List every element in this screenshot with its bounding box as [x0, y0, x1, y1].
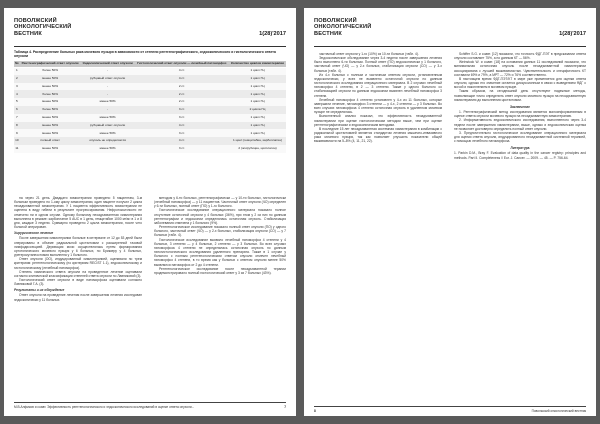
table-cell: 1 цикл ГЦ	[229, 90, 286, 98]
table-cell: 1 цикл ГЦ	[229, 122, 286, 130]
results-table	[14, 61, 286, 153]
table-cell: 1 цикл ГЦ	[229, 129, 286, 137]
table-header-cell: Эндоскопический ответ опухоли	[81, 61, 135, 67]
table-cell: менее 50%	[20, 98, 81, 106]
table-row	[14, 90, 286, 98]
table-cell: менее 50%	[20, 122, 81, 130]
table-cell: 1 цикл ГЦ	[229, 67, 286, 75]
journal-header	[14, 18, 286, 46]
table-cell: менее 50%	[81, 98, 135, 106]
table-header-cell: Количество циклов химиотерапии	[229, 61, 286, 67]
table-row	[14, 122, 286, 130]
table-row	[14, 75, 286, 83]
table-cell: рубцовый ответ опухоли	[81, 75, 135, 83]
paragraph: Степень химического ответа опухоли на проведенное лечение оценивали согласно клинической классификации степеней ответа опухоли по Лавниковой (3).	[14, 269, 142, 278]
table-cell: 9	[14, 129, 20, 137]
paragraph: После завершения химиотерапии больные в интервале от 12 до 53 дней были оперированы в объеме радикальной цистэктомии с расширенной тазовой лимфодиссекцией. Деривация мочи осуществлялась путем формирования ортотопического мочевого пузыря у 6 больных, по Бриккеру у 4 больных, уретерокутанеостомия выполнена у 1 больного.	[14, 236, 142, 258]
right-column-1	[314, 52, 442, 401]
section-heading: Заключение	[510, 104, 530, 109]
paragraph: 2. Информативность эндоскопического исследования, выполненного через 3-4 недели после завершения химиотерапии, выше, однако и эндоскопическая оценка не позволяет достоверно определить полный ответ опухоли.	[454, 118, 586, 131]
paragraph: Ответ опухоли на проведение лечения после завершения лечения исследован эндоскопически у 11 больных.	[14, 293, 142, 302]
table-caption: Таблица 4. Распределение больных рака мочевого пузыря в зависимости от степени рентгенографического, эндоскопического и гистологического ответа опухоли	[14, 50, 276, 59]
paragraph: Гистологическое исследование операционного материала показало полное отсутствие остаточной опухоли у 4 больных (36%), при этом у 2 из них по данным рентгенографии и эндоскопии определялась остаточная опухоль. Стабилизация заболевания отмечена у 1 больного (9%).	[154, 208, 286, 225]
section-heading: Хирургическое лечение	[14, 231, 54, 236]
paragraph: Ответ опухоли (ОО), индуцированный химиотерапией, оценивали по трем критериям: рентгенологическому (по критериям RECIST 1.1), эндоскопическому и гистологическому (лечебный патоморфоз).	[14, 257, 142, 270]
table-cell: 4 ст.	[135, 122, 229, 130]
table-cell: 2	[14, 75, 20, 83]
table-cell: -	[81, 106, 135, 114]
table-cell: 7	[14, 114, 20, 122]
table-cell: более 50%	[20, 67, 81, 75]
table-cell: 3	[14, 83, 20, 91]
table-cell: более 50%	[20, 90, 81, 98]
table-cell: опухоль не определяется	[81, 137, 135, 145]
table-header-cell: Гистологический ответ опухоли — лечебный патоморфоз	[135, 61, 229, 67]
table-cell: 3 ст.	[135, 145, 229, 153]
table-cell: 1	[14, 67, 20, 75]
table-cell: 4 ст.	[135, 137, 229, 145]
table-cell: -	[81, 90, 135, 98]
left-page	[4, 8, 296, 416]
table-cell: рубцовый ответ опухоли	[81, 122, 135, 130]
table-cell: менее 50%	[81, 129, 135, 137]
paragraph: Рентгенологическое исследование после неоадъювантной терапии продемонстрировало полный гистологический ответ у 3 из 7 больных (43%).	[154, 266, 286, 275]
table-cell: 2 ст.	[135, 83, 229, 91]
table-row	[14, 137, 286, 145]
paragraph: 1. Рентгенографический метод исследования является малоинформативным в оценке ответа опухоли мочевого пузыря на неоадъювантную химиотерапию.	[454, 110, 586, 119]
table-cell: 4 ст.	[135, 67, 229, 75]
journal-logo: ПОВОЛЖСКИЙ ОНКОЛОГИЧЕСКИЙ ВЕСТНИК	[14, 18, 72, 37]
table-row	[14, 129, 286, 137]
table-row	[14, 98, 286, 106]
table-row	[14, 67, 286, 75]
table-cell: 1 цикл (гемцитабин, карбоплатин)	[229, 137, 286, 145]
header-divider	[14, 46, 286, 47]
paragraph: Эндоскопическое обследование через 3-4 недели после завершения лечения было выполнено 6-ти больным. Полный ответ (ПО) эндоскопически у 1 больного, частичный ответ (ЧО) — у 2-х больных, стабилизация опухоли (СО) — у 3-х больных (табл. 4).	[314, 56, 442, 73]
paragraph: Гистологическое исследование выявило лечебный патоморфоз 4 степени у 4 больных, 3 степени — у 4 больных, 2 степени — у 3 больных. Во всех случаях патоморфоза 4 степени не определялась остаточная опухоль по данным патогистологического исследования удаленного препарата. Также в 1 случае у больного с полным рентгенологическим ответом опухоли отмечен лечебный патоморфоз 4 степени, в то время как у больных с ответом опухоли менее 50% выявлялся патоморфоз от 2 до 4 степени.	[154, 237, 286, 267]
table-cell: 5	[14, 98, 20, 106]
table-cell: 1 цикл ГЦ	[229, 83, 286, 91]
running-footer-text: М.В.Алфиков и соавт. Эффективность рентгенологического и эндоскопического исследований в оценке ответа опухоли...	[14, 405, 195, 409]
table-cell: 3 ст.	[135, 106, 229, 114]
table-cell: менее 50%	[20, 75, 81, 83]
table-cell: -	[81, 67, 135, 75]
table-cell: менее 50%	[81, 145, 135, 153]
page-number: 7	[284, 405, 286, 409]
right-page	[304, 8, 596, 416]
table-cell: 2 ст.	[135, 90, 229, 98]
table-cell: 8	[14, 122, 20, 130]
paragraph: Гистологический ответ опухоли в виде патоморфоза оценивали согласно Лавниковой Г.А. (3).	[14, 277, 142, 287]
left-column-2	[154, 196, 286, 401]
table-cell: 4 ст.	[135, 75, 229, 83]
table-cell: 10	[14, 137, 20, 145]
table-cell: 2 ст.	[135, 98, 229, 106]
table-header-cell: №	[14, 61, 20, 67]
table-cell: 1 цикл ГЦ	[229, 75, 286, 83]
table-row	[14, 83, 286, 91]
section-heading: Литература	[510, 146, 530, 151]
running-footer-text: Поволжский онкологический вестник	[531, 409, 586, 413]
table-cell: 2 (эпирубицин, цисплатин)	[229, 145, 286, 153]
table-row	[14, 145, 286, 153]
paragraph: методом у 6-ти больных, рентгенографически — у 10-ти больных, гистологически (лечебный патоморфоз) — у 11 пациентов. Частичный ответ опухоли (ЧО) определен у 6-ти больных, полный ответ (ПО) у 1-го больного.	[154, 196, 286, 209]
table-row	[14, 114, 286, 122]
table-header-cell: Рентгенографический ответ опухоли	[20, 61, 81, 67]
paragraph: Weinstock W. и соавт. [18] на основании данных 11 исследований показали, что минимальная остаточная опухоль после неоадъювантной химиотерапии ассоциирована с лучшей выживаемостью. Чувствительность и специфичность КТ составили 69% и 79%, а МРТ — 72% и 76% соответственно.	[454, 60, 586, 77]
right-footer	[314, 406, 586, 413]
journal-logo: ПОВОЛЖСКИЙ ОНКОЛОГИЧЕСКИЙ ВЕСТНИК	[314, 18, 372, 37]
table-cell: менее 50%	[81, 114, 135, 122]
right-column-2	[454, 52, 586, 401]
table-cell: 3 ст.	[135, 114, 229, 122]
paragraph: частичный ответ опухоли у 1-го (10%) из 10-ти больных (табл. 4).	[319, 52, 419, 56]
issue-number: 1(28)'2017	[259, 31, 286, 37]
table-cell: менее 50%	[20, 114, 81, 122]
table-cell: более 50%	[20, 106, 81, 114]
paragraph: Из 4-х больных с полным и частичным ответом опухоли, установленным эндоскопически, у всех не выявлено остаточной опухоли по данным гистологического исследования операционного материала. В 2 случаях лечебный патоморфоз 4 степени, в 2 — 3 степени. Также у одного больного со стабилизацией опухоли по данным эндоскопии выявлен лечебный патоморфоз 3 степени.	[314, 72, 442, 98]
table-cell: менее 50%	[20, 145, 81, 153]
section-heading: Результаты и их обсуждение	[14, 288, 65, 293]
table-cell: 1 цикл ГЦ	[229, 98, 286, 106]
paragraph: 3. Предпочтительно гистологическое исследование операционного материала для оценки ответа опухоли, индуцированного неоадъювантной системной терапией, с помощью лечебного патоморфоза.	[454, 130, 586, 144]
paragraph: Schiffer S.G. и соавт. [12] показали, что точность ФДГ-ПЭТ в предсказании ответа опухоли составляет 75%, а по данным КТ — 56%.	[454, 52, 586, 61]
paragraph: Рентгенологическое исследование показало полный ответ опухоли (ПО) у одного больного, частичный ответ (ЧО) — у 2-х больных, стабилизация опухоли (СО) — у 7 больных (табл. 4).	[154, 225, 286, 238]
left-footer	[14, 402, 286, 409]
table-cell: 11	[14, 145, 20, 153]
table-cell: менее 50%	[20, 129, 81, 137]
table-cell: 6	[14, 106, 20, 114]
reference-item: 1. Parkin D.M., Bray F. Evaluation of data quality in the cancer registry: principles and methods. Part II. Completeness // Eur. J. Cancer. — 2009. — 45. — P. 756-64.	[454, 151, 586, 160]
paragraph: на через 21 день. Двадцати химиотерапии проведено 5 пациентам, 3-м больным проведено по 1-ому циклу химиотерапии, один пациент получил 2 цикла неоадъювантной химиотерапии. У 1 пациента эффективность химиотерапии не оценена в виду гибели в результате прогрессирования. Нефротоксичности не отмечено ни в одном случае. Одному больному неоадъювантная химиотерапия выполнена в режиме: карбоплатин 5 AUC в 1 день, гемцитабин 1000 мг/м² в 1 и 8 дни, каждые 3 недели. Суммарно проведено 2 цикла химиотерапии, после чего больной оперирован.	[14, 196, 142, 230]
paragraph: Выполненный анализ показал, что эффективность неоадъювантной химиотерапии при оценке гистологическим методом выше, чем при оценке рентгенографическим и эндоскопическим методами.	[314, 114, 442, 127]
paragraph: В настоящем время ФДГ-ПЭТ/КТ в мире уже применяется для оценки ответа опухоли, однако его значение остается дискуссионным в связи с выведением ФДГ с мочой и накоплением в мочевом пузыре.	[454, 76, 586, 90]
table-row	[14, 106, 286, 114]
left-column-1	[14, 196, 142, 401]
paragraph: Лечебный патоморфоз 4 степени установлен у 4-х из 11 больных, которые завершили лечение, патоморфоз 3 степени — у 4-х, 2 степени — у 3 больных. Во всех случаях патоморфоза 4 степени остаточная опухоль в удаленном мочевом пузыре не определялась.	[314, 97, 442, 115]
journal-header	[314, 18, 586, 46]
table-cell: 3 ст.	[135, 129, 229, 137]
table-cell: -	[81, 83, 135, 91]
paragraph: Таким образом, на сегодняшний день отсутствуют надежные методы, позволяющие точно определить ответ опухоли мочевого пузыря на неоадъювантную химиотерапию до выполнения цистэктомии.	[454, 89, 586, 102]
table-cell: 2 цикла ГЦ	[229, 106, 286, 114]
page-number: 8	[314, 409, 316, 413]
table-body	[14, 67, 286, 153]
table-cell: полный ответ	[20, 137, 81, 145]
table-cell: менее 50%	[20, 83, 81, 91]
table-cell: 1 цикл ГЦ	[229, 114, 286, 122]
paragraph: В последние 15 лет неоадъювантная системная химиотерапия в комбинации с радикальной цистэктомией является стандартом лечения мышечно-инвазивного рака мочевого пузыря, так как позволяет улучшить показатели общей выживаемости на 5–8% (4, 11, 21, 22).	[314, 126, 442, 144]
issue-number: 1(28)'2017	[559, 31, 586, 37]
table-cell: 4	[14, 90, 20, 98]
header-divider	[314, 46, 586, 47]
